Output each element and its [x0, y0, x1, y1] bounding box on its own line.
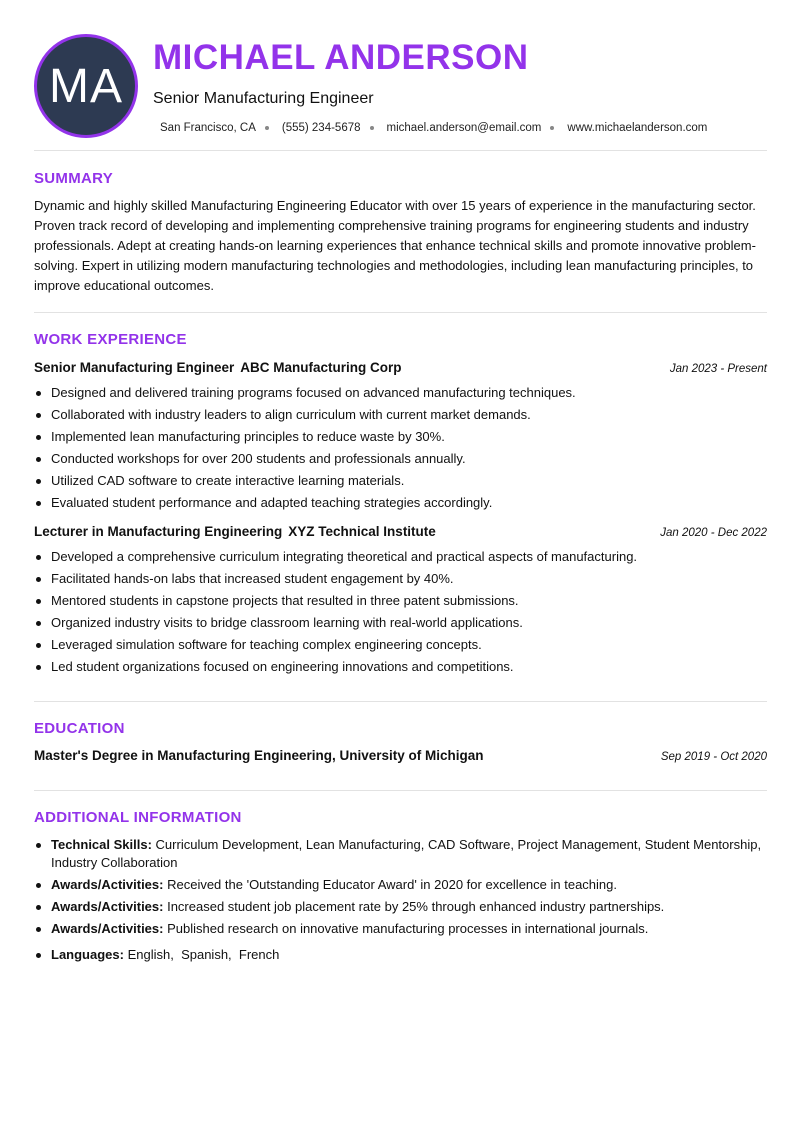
- section-title: WORK EXPERIENCE: [34, 331, 187, 348]
- candidate-title: Senior Manufacturing Engineer: [153, 90, 374, 107]
- summary-text: Dynamic and highly skilled Manufacturing Engineering Educator with over 15 years of experience in the manufacturing sector. Proven track record of developing and implementing comprehensive training programs for engineering students and industry professionals. Adept at creating hands-on learning experiences that enhance technical skills and promote innovative problem-solving. Expert in utilizing modern manufacturing technologies and methodologies, including lean manufacturing principles, to improve educational outcomes.: [34, 198, 756, 293]
- job-bullets: [34, 382, 767, 514]
- contact-phone: (555) 234-5678: [282, 120, 387, 136]
- contact-location: San Francisco, CA: [160, 120, 282, 136]
- list-item: Facilitated hands-on labs that increased student engagement by 40%.: [34, 568, 767, 590]
- item-text: Published research on innovative manufacturing processes in international journals.: [167, 921, 649, 936]
- item-text: Received the 'Outstanding Educator Award' in 2020 for excellence in teaching.: [167, 877, 617, 892]
- contact-email: michael.anderson@email.com: [387, 120, 568, 136]
- contact-website: www.michaelanderson.com: [567, 122, 708, 134]
- contact-row: [160, 120, 707, 136]
- additional-list: [34, 836, 767, 964]
- list-item: Designed and delivered training programs focused on advanced manufacturing techniques.: [34, 382, 767, 404]
- candidate-name: MICHAEL ANDERSON: [153, 38, 529, 77]
- job-header: [34, 523, 767, 541]
- education-dates: Sep 2019 - Oct 2020: [660, 751, 767, 763]
- job-entry: [34, 523, 767, 678]
- item-label: Awards/Activities:: [51, 877, 164, 892]
- job-entry: [34, 359, 767, 514]
- education-degree: Master's Degree in Manufacturing Engineering, University of Michigan: [34, 748, 484, 763]
- experience-section: [34, 313, 767, 702]
- list-item: [34, 898, 767, 916]
- job-role: Lecturer in Manufacturing Engineering: [34, 524, 283, 539]
- item-label: Technical Skills:: [51, 837, 152, 852]
- list-item: [34, 876, 767, 894]
- item-text: Increased student job placement rate by 25% through enhanced industry partnerships.: [167, 899, 665, 914]
- job-dates: Jan 2020 - Dec 2022: [660, 527, 767, 539]
- avatar: MA: [34, 34, 138, 138]
- list-item: Organized industry visits to bridge classroom learning with real-world applications.: [34, 612, 767, 634]
- section-title: EDUCATION: [34, 720, 125, 737]
- list-item: Mentored students in capstone projects that resulted in three patent submissions.: [34, 590, 767, 612]
- section-title: ADDITIONAL INFORMATION: [34, 809, 242, 826]
- item-label: Awards/Activities:: [51, 921, 164, 936]
- list-item: Evaluated student performance and adapted teaching strategies accordingly.: [34, 492, 767, 514]
- list-item: Conducted workshops for over 200 students and professionals annually.: [34, 448, 767, 470]
- list-item: Collaborated with industry leaders to align curriculum with current market demands.: [34, 404, 767, 426]
- item-text: Curriculum Development, Lean Manufacturing, CAD Software, Project Management, Student Mentorship, Industry Collaboration: [51, 837, 762, 870]
- list-item: [34, 946, 767, 964]
- separator-dot-icon: [265, 126, 269, 130]
- item-label: Awards/Activities:: [51, 899, 164, 914]
- list-item: Led student organizations focused on engineering innovations and competitions.: [34, 656, 767, 678]
- separator-dot-icon: [550, 126, 554, 130]
- additional-section: [34, 791, 767, 964]
- job-dates: Jan 2023 - Present: [669, 363, 767, 375]
- job-company: ABC Manufacturing Corp: [240, 360, 402, 375]
- job-bullets: [34, 546, 767, 678]
- job-company: XYZ Technical Institute: [288, 524, 436, 539]
- job-header: [34, 359, 767, 377]
- summary-section: [34, 151, 767, 313]
- list-item: [34, 836, 767, 872]
- list-item: Implemented lean manufacturing principles to reduce waste by 30%.: [34, 426, 767, 448]
- job-role: Senior Manufacturing Engineer: [34, 360, 235, 375]
- item-label: Languages:: [51, 947, 124, 962]
- item-text: English, Spanish, French: [127, 947, 280, 962]
- list-item: Leveraged simulation software for teaching complex engineering concepts.: [34, 634, 767, 656]
- list-item: Utilized CAD software to create interactive learning materials.: [34, 470, 767, 492]
- list-item: Developed a comprehensive curriculum integrating theoretical and practical aspects of manufacturing.: [34, 546, 767, 568]
- education-section: [34, 702, 767, 791]
- separator-dot-icon: [370, 126, 374, 130]
- education-entry: [34, 747, 767, 765]
- section-title: SUMMARY: [34, 170, 114, 187]
- list-item: [34, 920, 767, 938]
- resume-header: [34, 0, 767, 151]
